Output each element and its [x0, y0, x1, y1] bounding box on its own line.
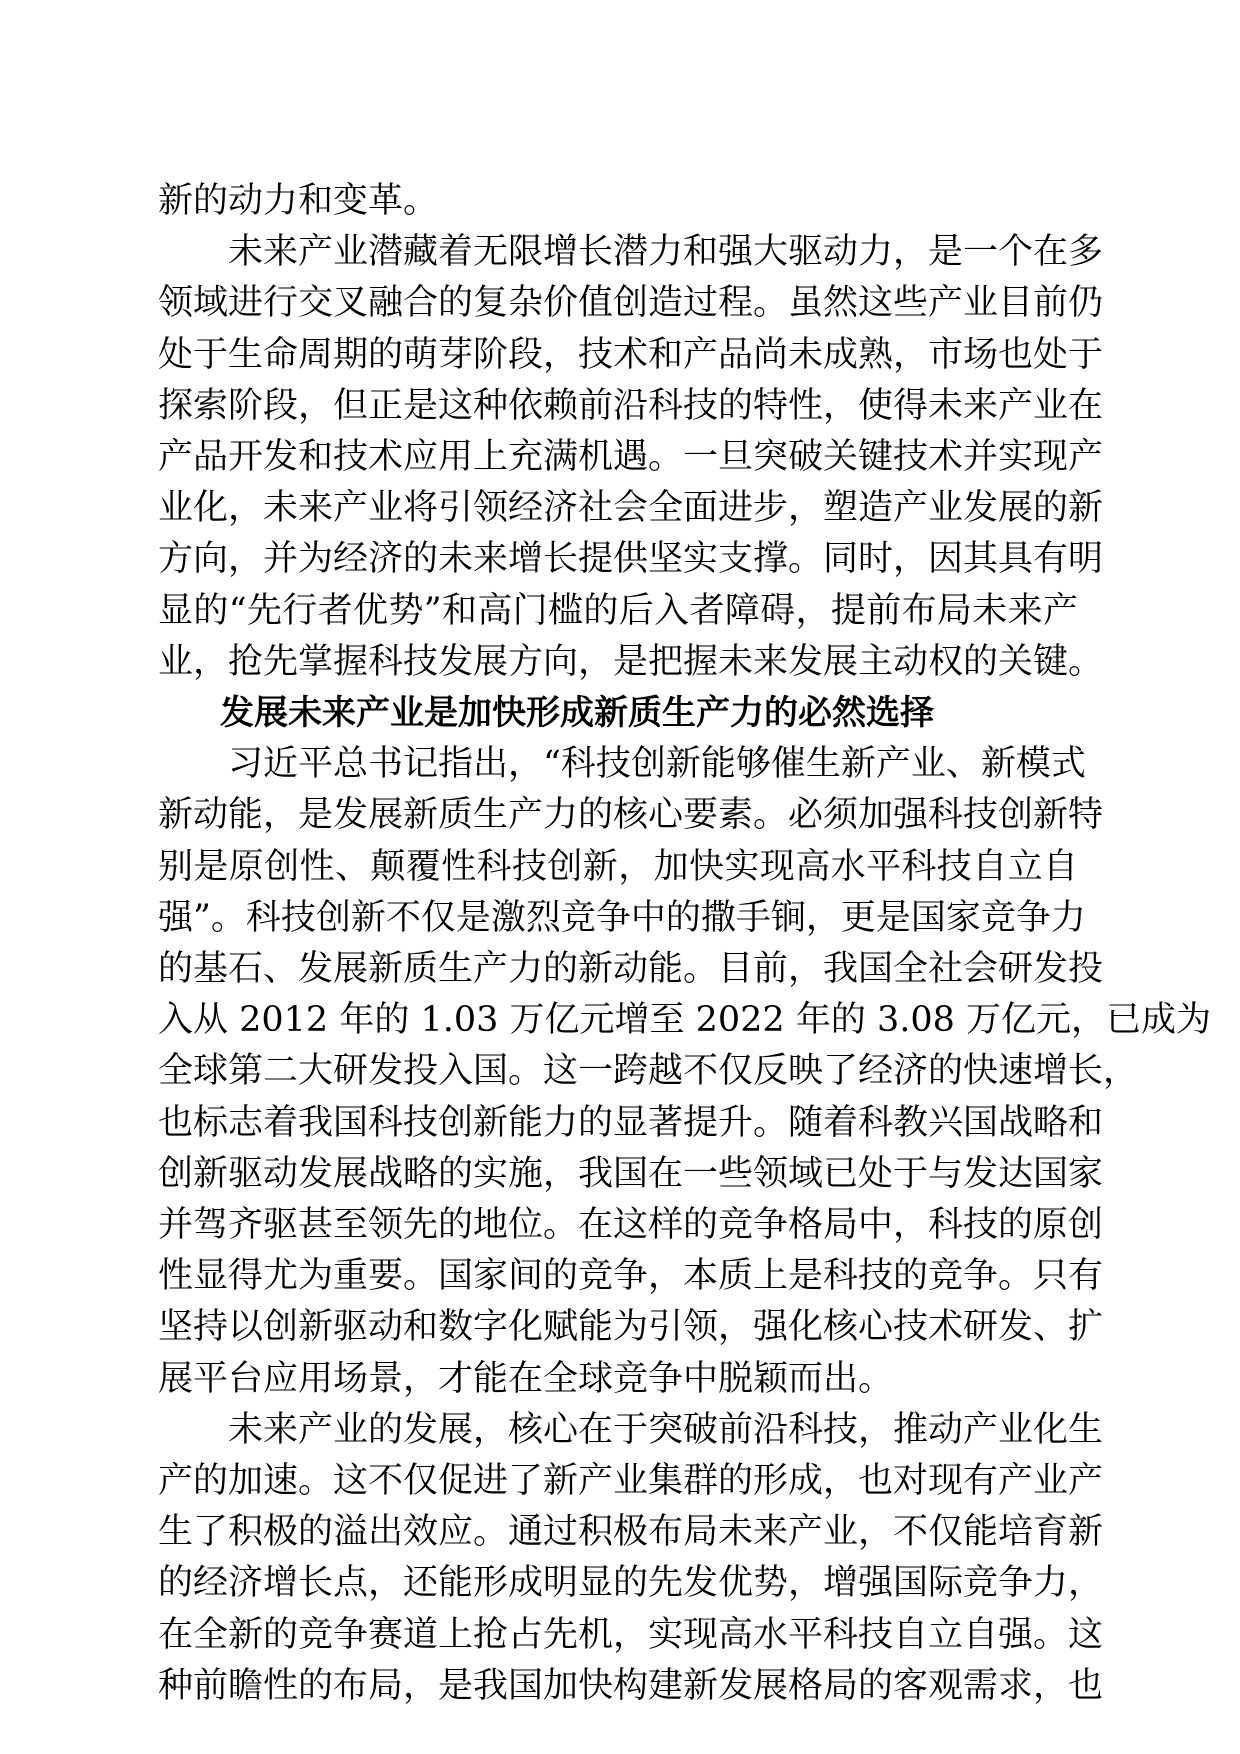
text-line: 产品开发和技术应用上充满机遇。一旦突破关键技术并实现产 [158, 437, 1104, 477]
paragraph-first-line: 习近平总书记指出，“科技创新能够催生新产业、新模式 [228, 744, 1086, 785]
text-line: 也标志着我国科技创新能力的显著提升。随着科教兴国战略和 [158, 1102, 1104, 1143]
text-line: 在全新的竞争赛道上抢占先机，实现高水平科技自立自强。这 [158, 1614, 1104, 1655]
text-line: 业，抢先掌握科技发展方向，是把握未来发展主动权的关键。 [158, 641, 1104, 682]
text-line: 处于生命周期的萌芽阶段，技术和产品尚未成熟，市场也处于 [158, 334, 1104, 375]
text-line: 方向，并为经济的未来增长提供坚实支撑。同时，因其具有明 [158, 539, 1104, 580]
text-line: 别是原创性、颠覆性科技创新，加快实现高水平科技自立自 [158, 846, 1078, 887]
text-line: 并驾齐驱甚至领先的地位。在这样的竞争格局中，科技的原创 [158, 1205, 1104, 1245]
text-line: 显的“先行者优势”和高门槛的后入者障碍，提前布局未来产 [158, 590, 1078, 631]
text-line: 坚持以创新驱动和数字化赋能为引领，强化核心技术研发、扩 [158, 1307, 1104, 1348]
text-line: 的经济增长点，还能形成明显的先发优势，增强国际竞争力， [158, 1563, 1104, 1604]
text-line: 生了积极的溢出效应。通过积极布局未来产业，不仅能培育新 [158, 1512, 1104, 1553]
text-line: 产的加速。这不仅促进了新产业集群的形成，也对现有产业产 [158, 1461, 1104, 1501]
text-line: 领域进行交叉融合的复杂价值创造过程。虽然这些产业目前仍 [158, 283, 1104, 324]
text-line: 展平台应用场景，才能在全球竞争中脱颖而出。 [158, 1358, 894, 1399]
paragraph-first-line: 未来产业的发展，核心在于突破前沿科技，推动产业化生 [228, 1409, 1104, 1450]
text-line: 探索阶段，但正是这种依赖前沿科技的特性，使得未来产业在 [158, 385, 1104, 426]
text-line: 的基石、发展新质生产力的新动能。目前，我国全社会研发投 [158, 949, 1104, 989]
paragraph-first-line: 未来产业潜藏着无限增长潜力和强大驱动力，是一个在多 [228, 232, 1104, 273]
text-line: 全球第二大研发投入国。这一跨越不仅反映了经济的快速增长， [158, 1051, 1139, 1092]
text-line: 新的动力和变革。 [158, 181, 439, 221]
text-line: 入从 2012 年的 1.03 万亿元增至 2022 年的 3.08 万亿元，已成为 [158, 1000, 1212, 1041]
text-line: 强”。科技创新不仅是激烈竞争中的撒手锏，更是国家竞争力 [158, 897, 1086, 938]
text-line: 种前瞻性的布局，是我国加快构建新发展格局的客观需求，也 [158, 1665, 1104, 1706]
text-line: 性显得尤为重要。国家间的竞争，本质上是科技的竞争。只有 [158, 1256, 1104, 1297]
text-line: 业化，未来产业将引领经济社会全面进步，塑造产业发展的新 [158, 488, 1104, 529]
section-heading: 发展未来产业是加快形成新质生产力的必然选择 [220, 693, 934, 733]
text-line: 创新驱动发展战略的实施，我国在一些领域已处于与发达国家 [158, 1153, 1104, 1194]
text-line: 新动能，是发展新质生产力的核心要素。必须加强科技创新特 [158, 795, 1104, 836]
